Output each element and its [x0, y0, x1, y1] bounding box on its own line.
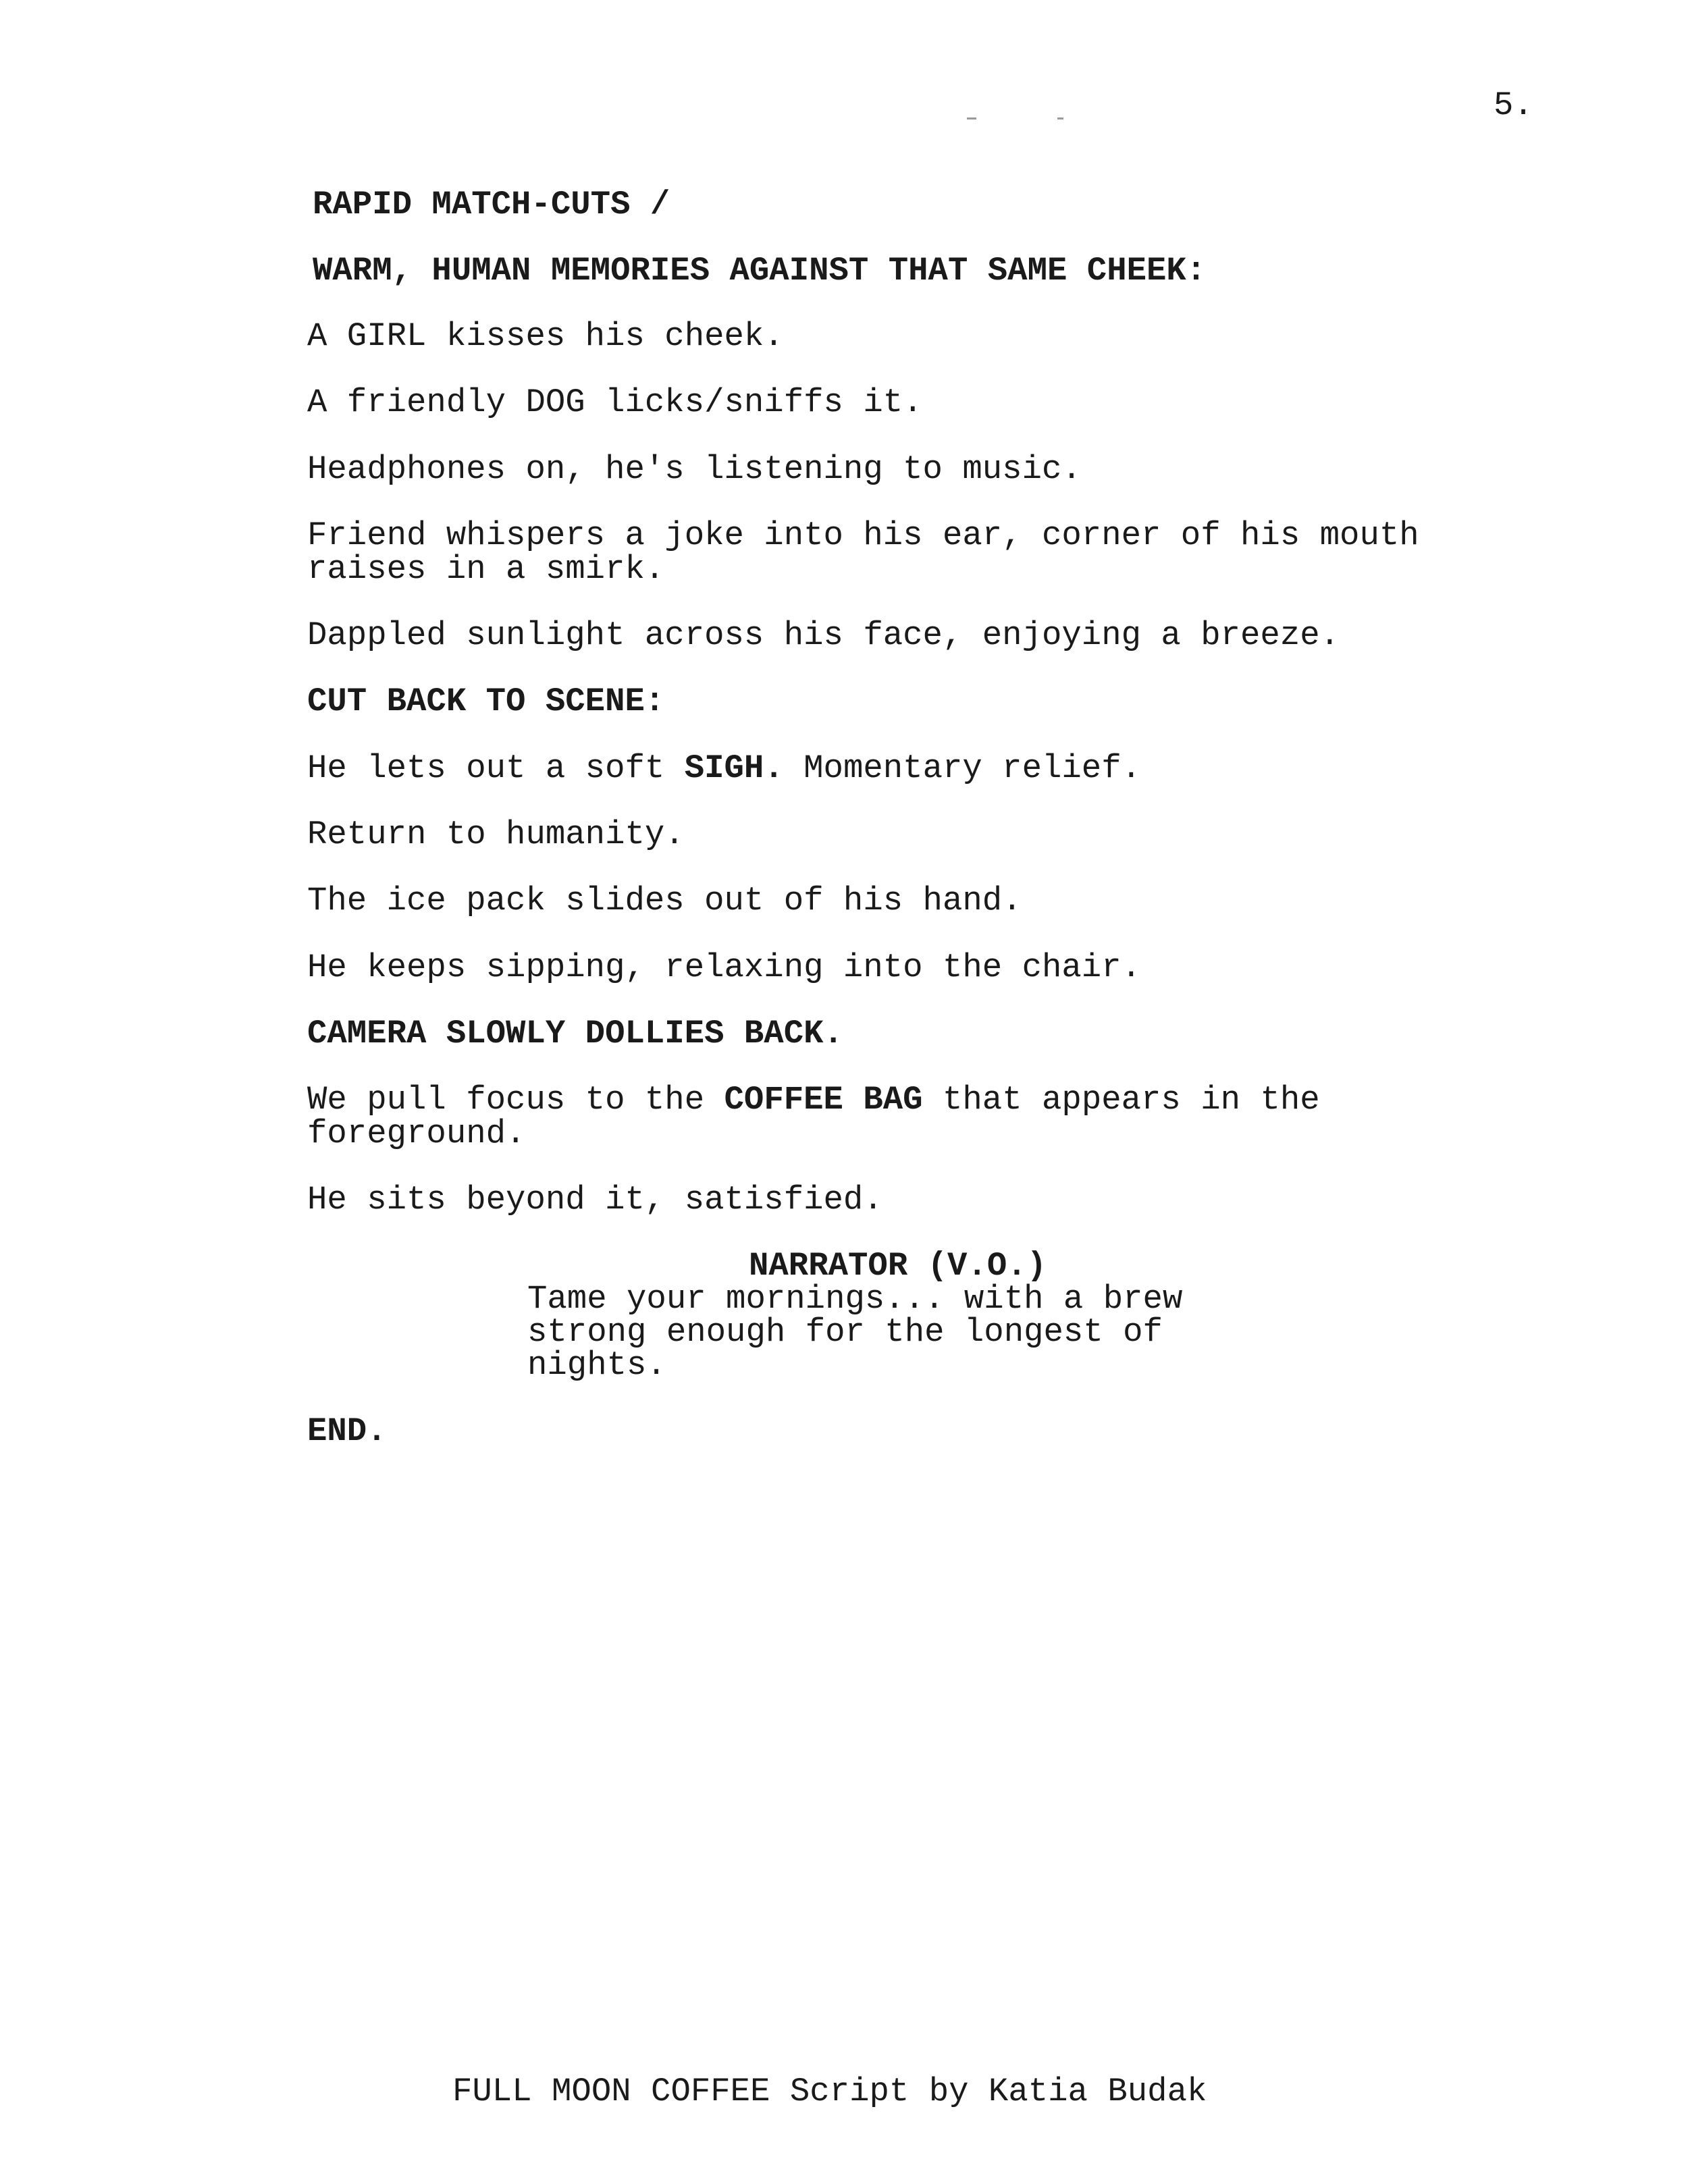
- action-girl: A GIRL kisses his cheek.: [307, 317, 784, 355]
- action-friend-line-2: raises in a smirk.: [307, 550, 665, 588]
- transition-cut-back: CUT BACK TO SCENE:: [307, 683, 665, 720]
- action-focus-rest: that appears in the: [922, 1081, 1320, 1119]
- dialogue-line-1: Tame your mornings... with a brew: [527, 1280, 1183, 1318]
- action-sunlight: Dappled sunlight across his face, enjoying a breeze.: [307, 616, 1340, 654]
- action-ice-pack: The ice pack slides out of his hand.: [307, 882, 1022, 920]
- heading-memories: WARM, HUMAN MEMORIES AGAINST THAT SAME CHEEK:: [313, 252, 1207, 290]
- heading-match-cuts: RAPID MATCH-CUTS /: [313, 186, 670, 223]
- action-return: Return to humanity.: [307, 816, 685, 853]
- character-cue-narrator: NARRATOR (V.O.): [749, 1247, 1047, 1285]
- end-marker: END.: [307, 1412, 387, 1450]
- action-focus-emphasis: COFFEE BAG: [724, 1081, 923, 1119]
- action-focus-text: We pull focus to the: [307, 1081, 724, 1119]
- scan-artifact-mark: [1057, 117, 1063, 119]
- page-footer: FULL MOON COFFEE Script by Katia Budak: [452, 2073, 1207, 2110]
- action-dog: A friendly DOG licks/sniffs it.: [307, 383, 923, 421]
- action-sipping: He keeps sipping, relaxing into the chair.: [307, 949, 1142, 986]
- action-sits: He sits beyond it, satisfied.: [307, 1181, 883, 1219]
- direction-camera: CAMERA SLOWLY DOLLIES BACK.: [307, 1015, 843, 1053]
- action-focus-line-2: foreground.: [307, 1115, 526, 1152]
- dialogue-line-2: strong enough for the longest of: [527, 1313, 1163, 1351]
- action-sigh-emphasis: SIGH.: [684, 749, 784, 787]
- action-sigh: [307, 751, 1141, 785]
- action-sigh-text: He lets out a soft: [307, 749, 685, 787]
- dialogue-line-3: nights.: [527, 1346, 666, 1384]
- action-sigh-rest: Momentary relief.: [783, 749, 1142, 787]
- action-headphones: Headphones on, he's listening to music.: [307, 450, 1082, 488]
- scan-artifact-mark: [967, 117, 976, 119]
- action-friend-line-1: Friend whispers a joke into his ear, corner of his mouth: [307, 516, 1419, 554]
- action-focus-line-1: [307, 1083, 1320, 1117]
- page-number: 5.: [1494, 86, 1533, 124]
